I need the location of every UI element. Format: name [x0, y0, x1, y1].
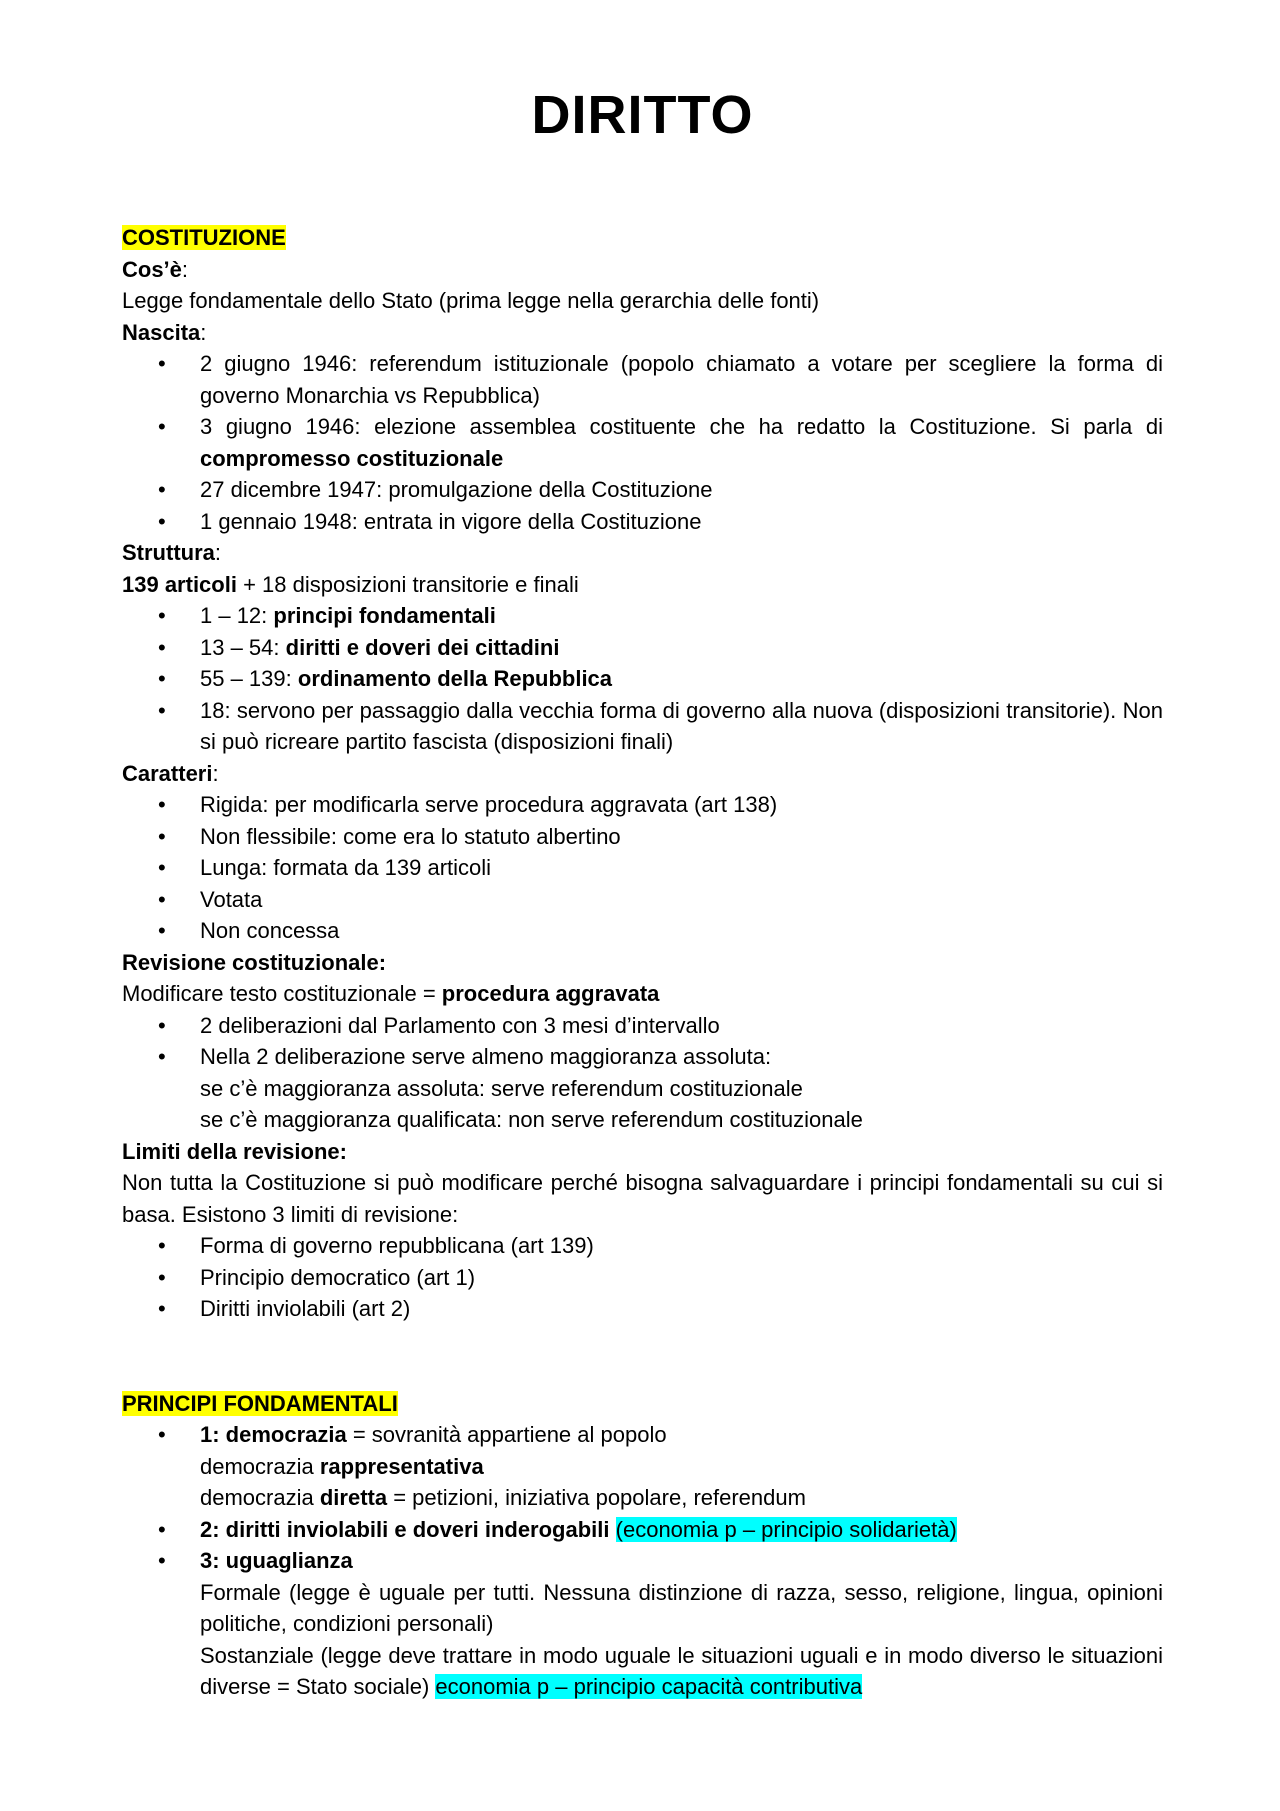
list-item-democrazia: • 1: democrazia = sovranità appartiene al popolo democrazia rappresentativa democrazia diretta = petizioni, iniziativa popolare, referendum — [200, 1419, 1163, 1514]
list-item: • Nella 2 deliberazione serve almeno maggioranza assoluta: se c’è maggioranza assoluta: serve referendum costituzionale se c’è maggioranza qualificata: non serve referendum costituzionale — [200, 1041, 1163, 1136]
list-item: • 27 dicembre 1947: promulgazione della Costituzione — [200, 474, 1163, 506]
sub-line: se c’è maggioranza qualificata: non serve referendum costituzionale — [200, 1107, 863, 1132]
text-cose: Legge fondamentale dello Stato (prima legge nella gerarchia delle fonti) — [122, 288, 820, 313]
list-item: • Diritti inviolabili (art 2) — [200, 1293, 1163, 1325]
list-item: • 1 – 12: principi fondamentali — [200, 600, 1163, 632]
text-limiti: Non tutta la Costituzione si può modificare perché bisogna salvaguardare i principi fondamentali su cui si basa. Esistono 3 limiti di revisione: — [122, 1170, 1163, 1227]
list-item-uguaglianza: • 3: uguaglianza Formale (legge è uguale per tutti. Nessuna distinzione di razza, sesso, religione, lingua, opinioni politiche, condizioni personali) Sostanziale (legge deve trattare in modo uguale le situazioni uguali e in modo diverso le situazioni diverse = Stato sociale) economia p – principio capacità contributiva — [200, 1545, 1163, 1703]
section-heading-principi: PRINCIPI FONDAMENTALI — [122, 1390, 398, 1416]
list-caratteri — [122, 789, 1163, 947]
list-item: • 1 gennaio 1948: entrata in vigore della Costituzione — [200, 506, 1163, 538]
list-item: • Principio democratico (art 1) — [200, 1262, 1163, 1294]
list-item: • 2 deliberazioni dal Parlamento con 3 mesi d’intervallo — [200, 1010, 1163, 1042]
section-heading-costituzione: COSTITUZIONE — [122, 225, 286, 250]
highlight-note: economia p – principio capacità contributiva — [435, 1674, 863, 1699]
list-item: • Non flessibile: come era lo statuto albertino — [200, 821, 1163, 853]
list-item: • Rigida: per modificarla serve procedura aggravata (art 138) — [200, 789, 1163, 821]
list-item: • 13 – 54: diritti e doveri dei cittadini — [200, 632, 1163, 664]
section-spacer — [122, 1325, 1163, 1388]
list-item: • Non concessa — [200, 915, 1163, 947]
list-item: • 55 – 139: ordinamento della Repubblica — [200, 663, 1163, 695]
sub-line: se c’è maggioranza assoluta: serve referendum costituzionale — [200, 1075, 803, 1101]
highlight-note: (economia p – principio solidarietà) — [615, 1516, 957, 1542]
label-nascita: Nascita: — [122, 319, 207, 345]
label-revisione: Revisione costituzionale: — [122, 949, 387, 975]
text-revisione: Modificare testo costituzionale = procedura aggravata — [122, 981, 660, 1006]
text-struttura: 139 articoli + 18 disposizioni transitorie e finali — [122, 571, 579, 597]
list-principi — [122, 1419, 1163, 1703]
list-item: • 2 giugno 1946: referendum istituzionale (popolo chiamato a votare per scegliere la forma di governo Monarchia vs Repubblica) — [200, 348, 1163, 411]
list-nascita — [122, 348, 1163, 537]
list-struttura — [122, 600, 1163, 758]
label-limiti: Limiti della revisione: — [122, 1138, 347, 1164]
list-limiti — [122, 1230, 1163, 1325]
list-item: • Forma di governo repubblicana (art 139) — [200, 1230, 1163, 1262]
list-item: • 18: servono per passaggio dalla vecchia forma di governo alla nuova (disposizioni transitorie). Non si può ricreare partito fascista (disposizioni finali) — [200, 695, 1163, 758]
list-revisione — [122, 1010, 1163, 1136]
list-item: • Votata — [200, 884, 1163, 916]
document-title: DIRITTO — [531, 85, 754, 145]
label-cose: Cos’è: — [122, 256, 189, 282]
list-item-diritti: • 2: diritti inviolabili e doveri inderogabili (economia p – principio solidarietà) — [200, 1514, 1163, 1546]
list-item: • 3 giugno 1946: elezione assemblea costituente che ha redatto la Costituzione. Si parla di compromesso costituzionale — [200, 411, 1163, 474]
list-item: • Lunga: formata da 139 articoli — [200, 852, 1163, 884]
label-caratteri: Caratteri: — [122, 760, 219, 786]
label-struttura: Struttura: — [122, 540, 222, 565]
